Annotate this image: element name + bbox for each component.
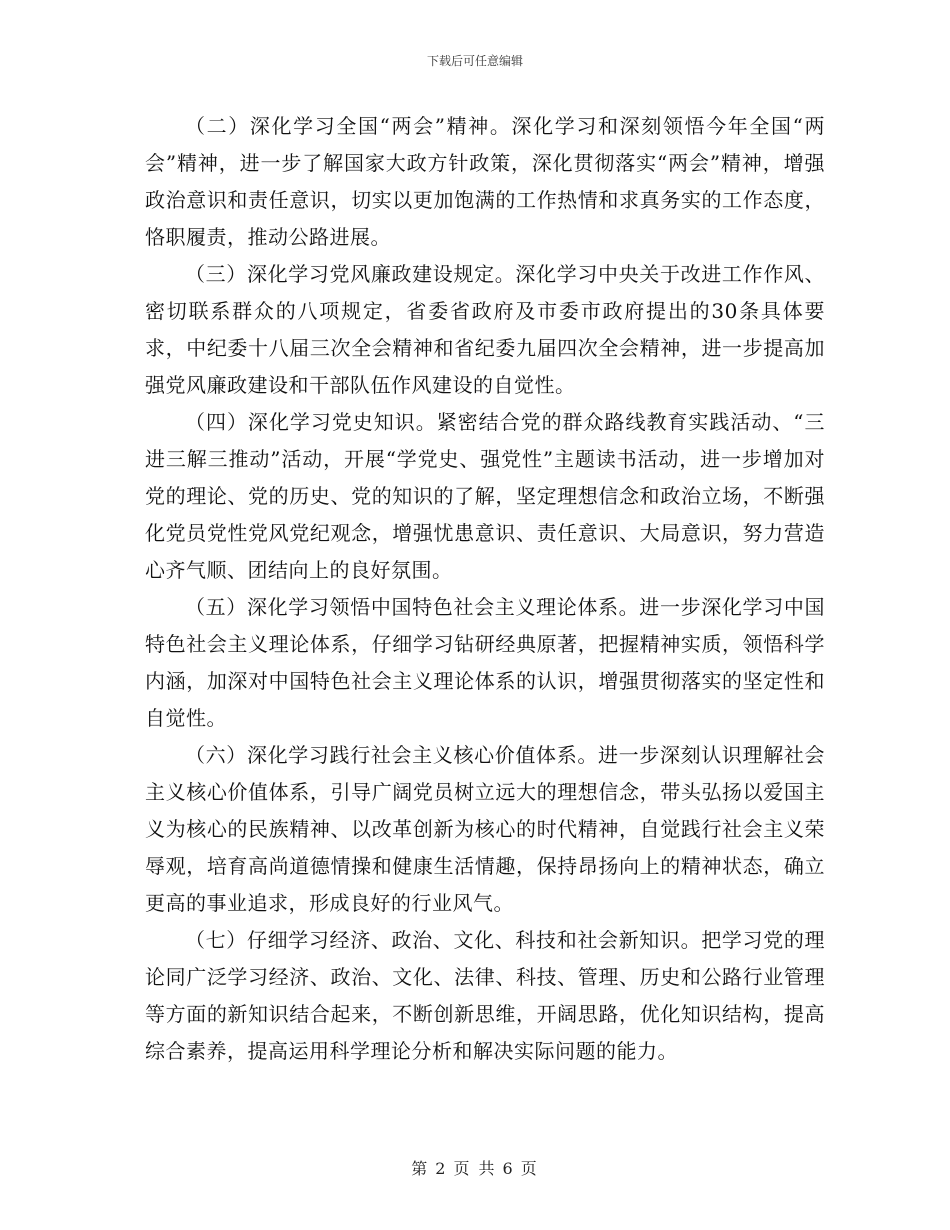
footer-suffix: 页: [520, 1159, 539, 1178]
paragraph-6: （六）深化学习践行社会主义核心价值体系。进一步深刻认识理解社会主义核心价值体系，引导广阔党员树立远大的理想信念，带头弘扬以爱国主义为核心的民族精神、以改革创新为核心的时代精神，自觉践行社会主义荣辱观，培育高尚道德情操和健康生活情趣，保持昂扬向上的精神状态，确立更高的事业追求，形成良好的行业风气。: [145, 743, 825, 915]
paragraph-2: （二）深化学习全国“两会”精神。深化学习和深刻领悟今年全国“两会”精神，进一步了解国家大政方针政策，深化贯彻落实“两会”精神，增强政治意识和责任意识，切实以更加饱满的工作热情和求真务实的工作态度，恪职履责，推动公路进展。: [145, 114, 825, 249]
paragraph-4: （四）深化学习党史知识。紧密结合党的群众路线教育实践活动、“三进三解三推动”活动，开展“学党史、强党性”主题读书活动，进一步增加对党的理论、党的历史、党的知识的了解，坚定理想信念和政治立场，不断强化党员党性党风党纪观念，增强忧患意识、责任意识、大局意识，努力营造心齐气顺、团结向上的良好氛围。: [145, 410, 825, 582]
document-body: [145, 108, 825, 1070]
footer-middle: 页 共: [453, 1159, 497, 1178]
header-note: 下载后可任意编辑: [426, 54, 523, 68]
paragraph-7: （七）仔细学习经济、政治、文化、科技和社会新知识。把学习党的理论同广泛学习经济、政治、文化、法律、科技、管理、历史和公路行业管理等方面的新知识结合起来，不断创新思维，开阔思路，优化知识结构，提高综合素养，提高运用科学理论分析和解决实际问题的能力。: [145, 928, 825, 1063]
footer-page-number: 2: [435, 1159, 448, 1178]
paragraph-3: （三）深化学习党风廉政建设规定。深化学习中央关于改进工作作风、密切联系群众的八项规定，省委省政府及市委市政府提出的30条具体要求，中纪委十八届三次全会精神和省纪委九届四次全会精神，进一步提高加强党风廉政建设和干部队伍作风建设的自觉性。: [145, 262, 825, 397]
page-footer: [0, 1156, 950, 1179]
footer-prefix: 第: [411, 1159, 430, 1178]
footer-total-pages: 6: [502, 1159, 515, 1178]
paragraph-5: （五）深化学习领悟中国特色社会主义理论体系。进一步深化学习中国特色社会主义理论体系，仔细学习钻研经典原著，把握精神实质，领悟科学内涵，加深对中国特色社会主义理论体系的认识，增强贯彻落实的坚定性和自觉性。: [145, 595, 825, 730]
